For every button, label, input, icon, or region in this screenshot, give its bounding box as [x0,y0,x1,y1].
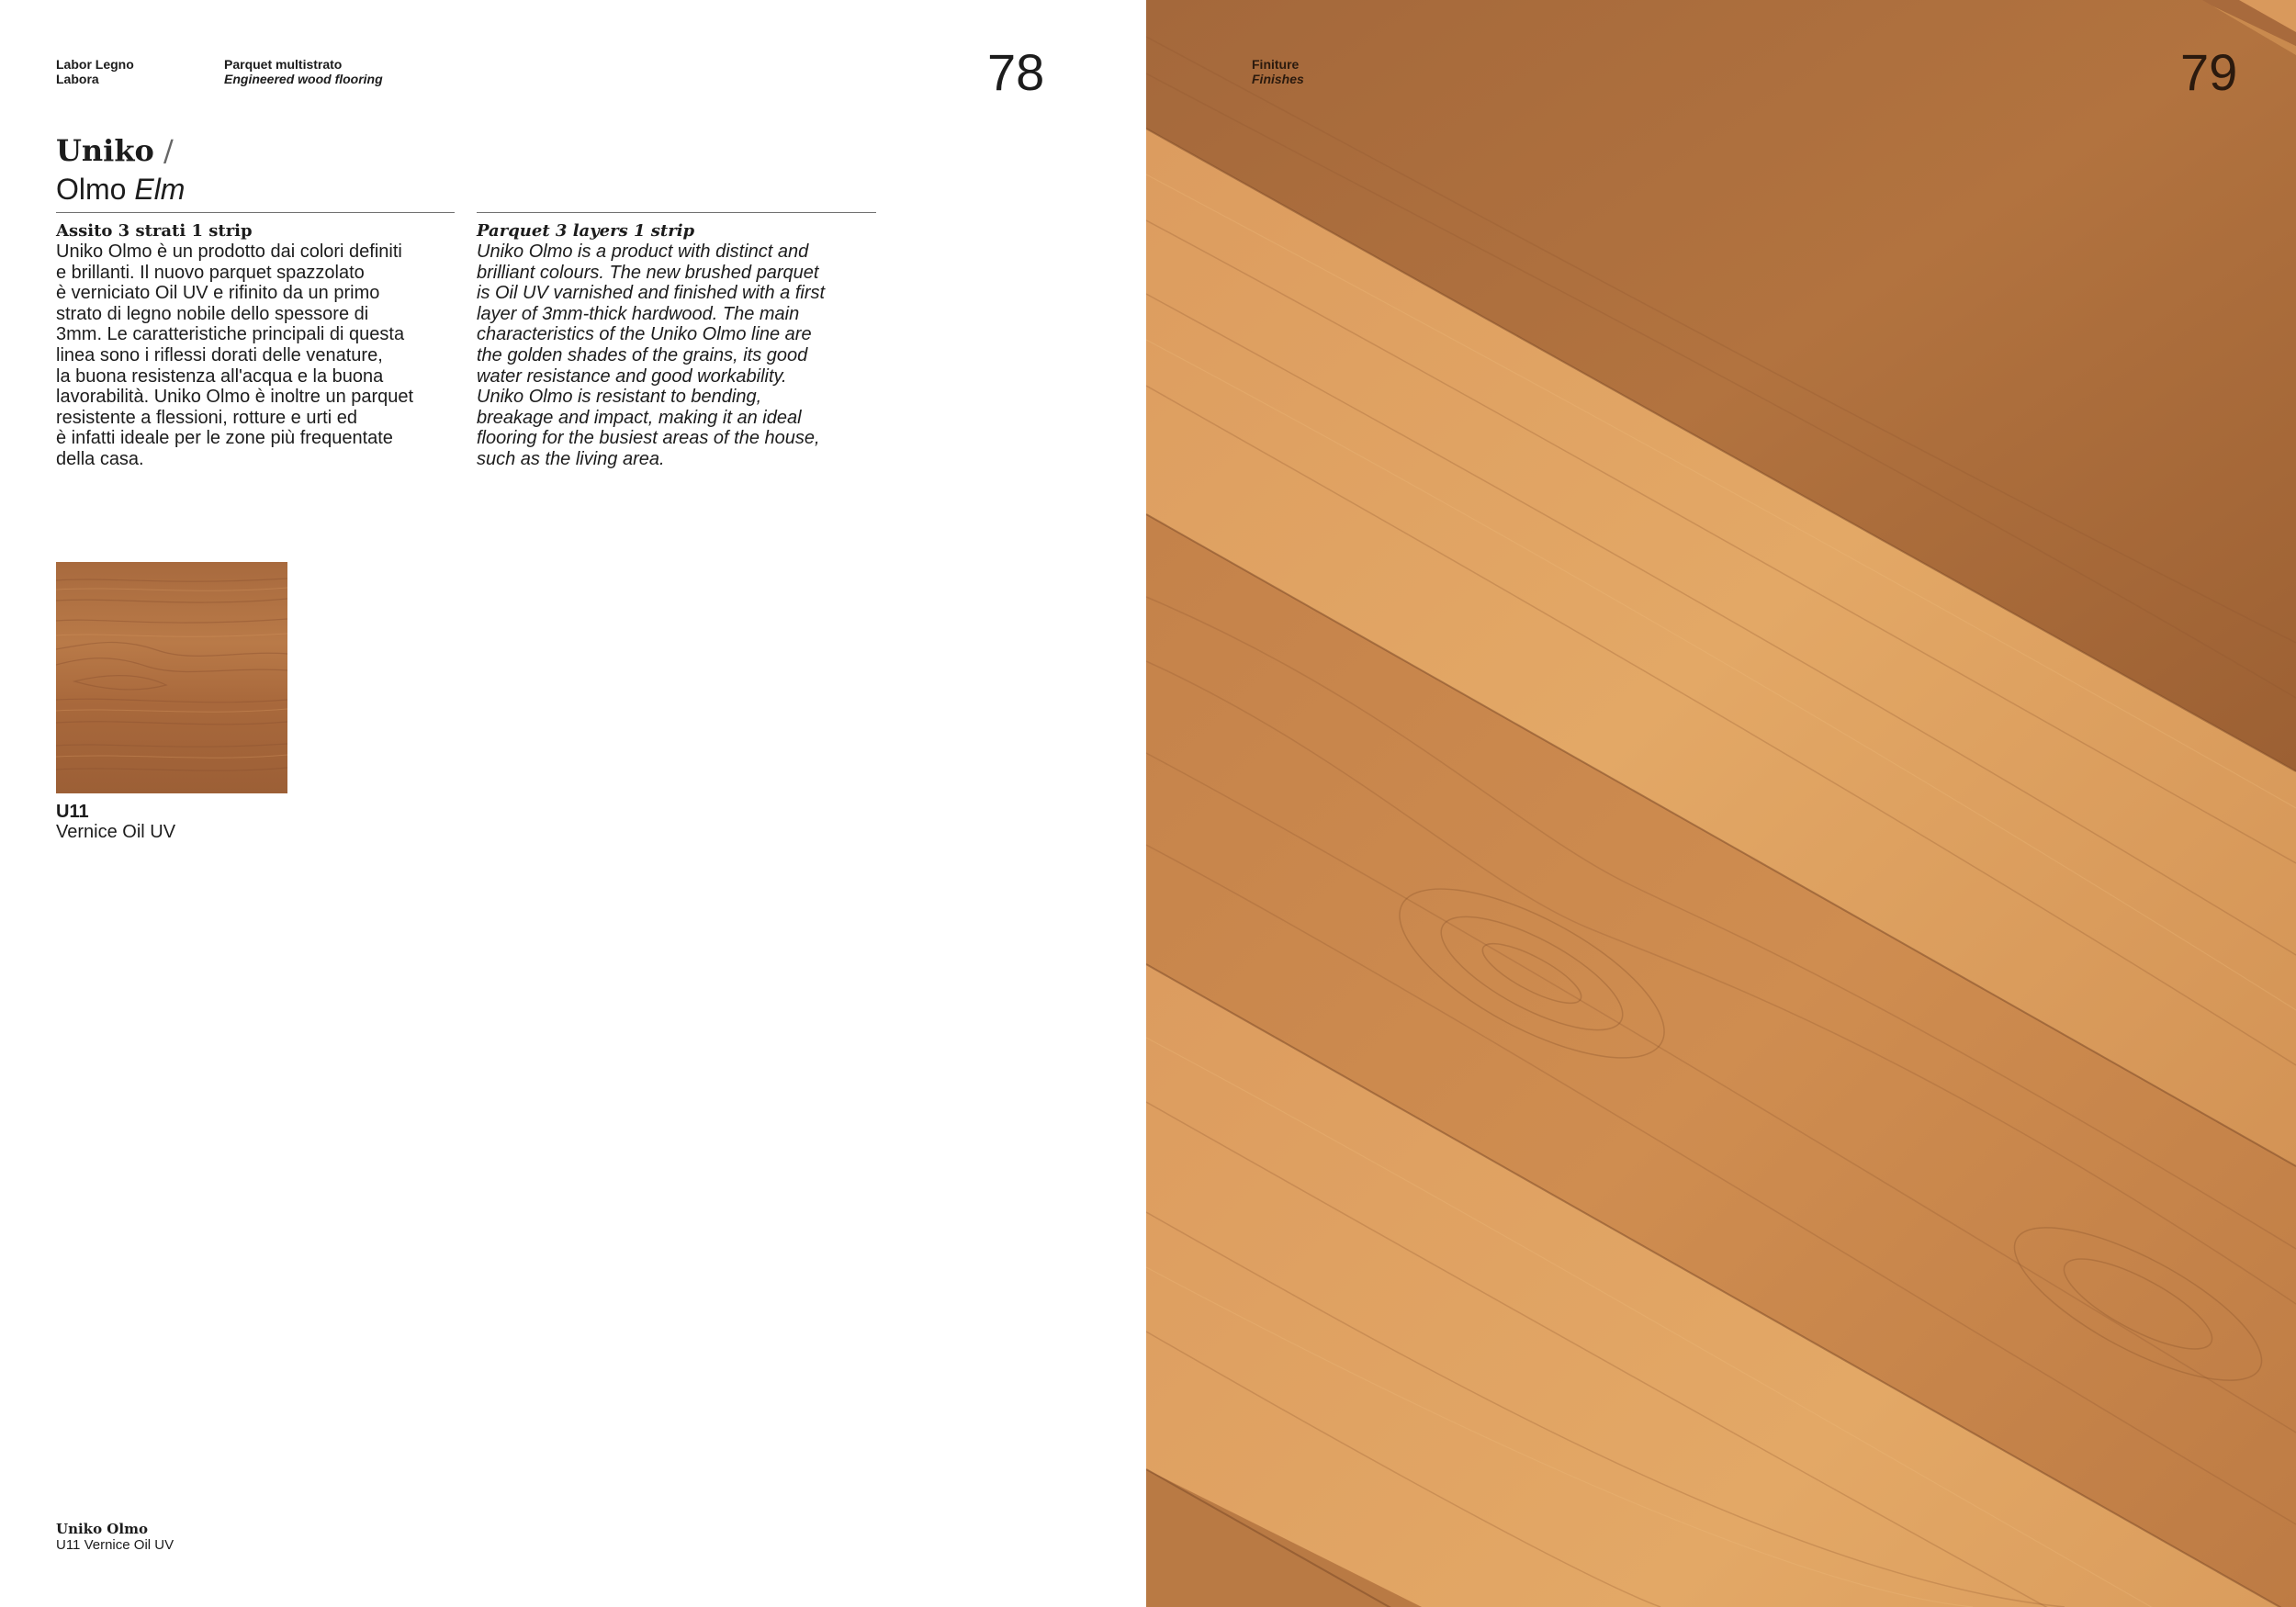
italian-line: Uniko Olmo è un prodotto dai colori definiti [56,242,402,262]
footer [56,1521,174,1554]
finishes-line-1: Finiture [1252,57,1300,72]
english-line: layer of 3mm-thick hardwood. The main [477,303,800,324]
italian-line: è infatti ideale per le zone più frequentate [56,428,393,449]
title-subtitle [56,173,185,206]
title-name: Uniko [56,133,154,168]
english-line: the golden shades of the grains, its good [477,344,808,365]
english-line: water resistance and good workability. [477,365,787,387]
brand-header [56,57,134,86]
italian-line: linea sono i riflessi dorati delle venature, [56,344,383,365]
english-line: characteristics of the Uniko Olmo line are [477,324,812,345]
english-line: breakage and impact, making it an ideal [477,407,802,428]
divider-italian [56,212,455,213]
wood-floor-photo [1146,0,2296,1607]
swatch-description: Vernice Oil UV [56,822,176,842]
italian-line: e brillanti. Il nuovo parquet spazzolato [56,262,365,283]
english-line: such as the living area. [477,448,665,469]
category-header [224,57,383,86]
finishes-header [1252,57,1304,86]
english-description [477,221,890,470]
brand-line-2: Labora [56,72,99,86]
title-slash: / [153,133,174,168]
page-number-right: 79 [2180,43,2238,101]
english-line: is Oil UV varnished and finished with a first [477,283,826,304]
page-number-left: 78 [987,43,1045,101]
italian-line: strato di legno nobile dello spessore di [56,303,369,324]
swatch-code: U11 [56,802,89,822]
italian-line: la buona resistenza all'acqua e la buona [56,365,384,387]
category-line-2: Engineered wood flooring [224,72,383,86]
english-line: flooring for the busiest areas of the house, [477,428,820,449]
english-line: Uniko Olmo is a product with distinct and [477,242,809,262]
italian-line: della casa. [56,448,144,469]
subtitle-english: Elm [134,173,186,206]
category-line-1: Parquet multistrato [224,57,343,72]
subtitle-italian: Olmo [56,173,127,206]
english-heading: Parquet 3 layers 1 strip [477,221,695,241]
wood-swatch-image [56,562,287,793]
left-page [0,0,1146,1607]
italian-line: resistente a flessioni, rotture e urti ed [56,407,357,428]
italian-line: lavorabilità. Uniko Olmo è inoltre un parquet [56,387,414,408]
english-line: Uniko Olmo is resistant to bending, [477,387,762,408]
divider-english [477,212,876,213]
italian-description [56,221,469,470]
right-page [1146,0,2296,1607]
finishes-line-2: Finishes [1252,72,1304,86]
footer-finish: U11 Vernice Oil UV [56,1537,174,1553]
italian-line: è verniciato Oil UV e rifinito da un primo [56,283,380,304]
brand-line-1: Labor Legno [56,57,134,72]
footer-product: Uniko Olmo [56,1521,148,1537]
italian-line: 3mm. Le caratteristiche principali di questa [56,324,405,345]
italian-heading: Assito 3 strati 1 strip [56,221,253,241]
product-title [56,134,185,206]
english-line: brilliant colours. The new brushed parquet [477,262,819,283]
